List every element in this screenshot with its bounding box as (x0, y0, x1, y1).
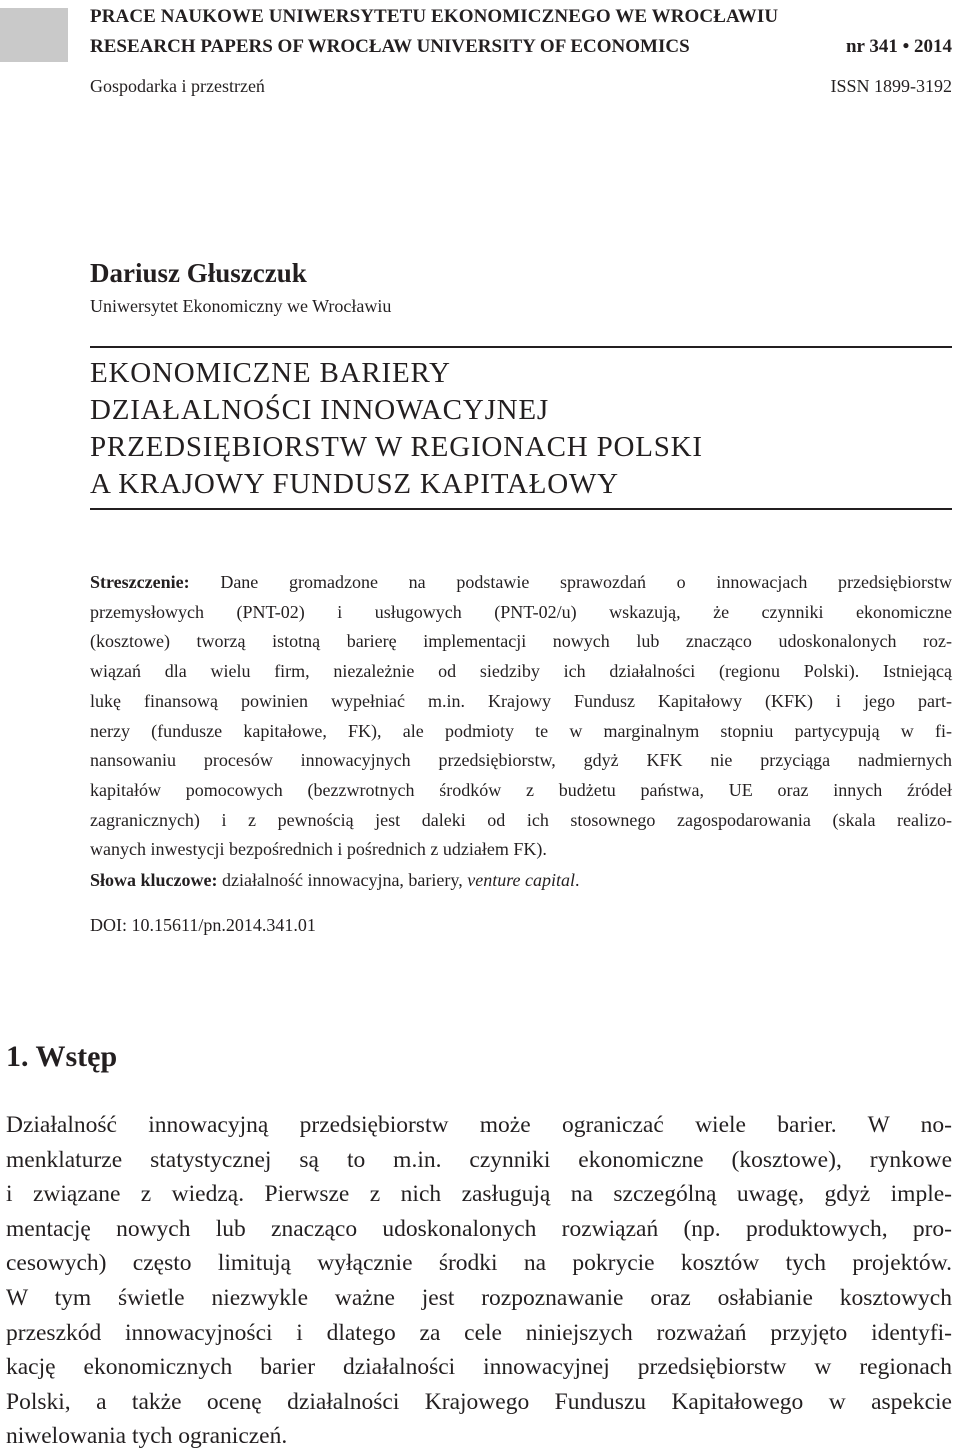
journal-title-pl: PRACE NAUKOWE UNIWERSYTETU EKONOMICZNEGO WE WROCŁAWIU (90, 6, 779, 27)
body-line: przeszkód innowacyjności i dlatego za cele niniejszych rozważań przyjęto identyfi- (6, 1319, 952, 1346)
series-name: Gospodarka i przestrzeń (90, 76, 265, 96)
title-line: DZIAŁALNOŚCI INNOWACYJNEJ (90, 394, 549, 426)
abstract-line: nerzy (fundusze kapitałowe, FK), ale podmioty te w marginalnym stopniu partycypują w fi- (90, 720, 952, 741)
body-line: niwelowania tych ograniczeń. (6, 1423, 288, 1450)
abstract-line: zagranicznych) i z pewnością jest daleki od ich stosownego zagospodarowania (skala realizo- (90, 809, 952, 830)
title-rule-bottom (90, 508, 952, 510)
title-line: EKONOMICZNE BARIERY (90, 357, 451, 389)
journal-title-en-row (90, 36, 952, 58)
abstract-line: wiązań dla wielu firm, niezależnie od siedziby ich działalności (regionu Polski). Istniejącą (90, 661, 952, 682)
title-line: A KRAJOWY FUNDUSZ KAPITAŁOWY (90, 468, 619, 500)
abstract-line: wanych inwestycji bezpośrednich i pośrednich z udziałem FK). (90, 839, 547, 860)
issue-number: nr 341 • 2014 (845, 36, 952, 57)
issn: ISSN 1899-3192 (830, 76, 952, 96)
abstract-line: nansowaniu procesów innowacyjnych przedsiębiorstw, gdyż KFK nie przyciąga nadmiernych (90, 750, 952, 771)
keywords-italic: venture capital (467, 870, 576, 890)
title-line: PRZEDSIĘBIORSTW W REGIONACH POLSKI (90, 431, 703, 463)
abstract-line: kapitałów pomocowych (bezzwrotnych środków z budżetu państwa, UE oraz innych źródeł (90, 779, 952, 800)
journal-title-en: RESEARCH PAPERS OF WROCŁAW UNIVERSITY OF ECONOMICS (90, 36, 690, 57)
abstract-line: lukę finansową powinien wypełniać m.in. Krajowy Fundusz Kapitałowy (KFK) i jego part- (90, 690, 952, 711)
abstract-line: (kosztowe) tworzą istotną barierę implementacji nowych lub znacząco udoskonalonych roz- (90, 631, 952, 652)
author-name: Dariusz Głuszczuk (90, 258, 307, 288)
abstract-line: Streszczenie: Dane gromadzone na podstawie sprawozdań o innowacjach przedsiębiorstw (90, 572, 952, 592)
body-line: Polski, a także ocenę działalności Krajowego Funduszu Kapitałowego w aspekcie (6, 1388, 952, 1415)
abstract-line: przemysłowych (PNT-02) i usługowych (PNT-02/u) wskazują, że czynniki ekonomiczne (90, 601, 952, 622)
body-line: i związane z wiedzą. Pierwsze z nich zasługują na szczególną uwagę, gdyż imple- (6, 1181, 952, 1208)
body-line: Działalność innowacyjną przedsiębiorstw może ograniczać wiele barier. W no- (6, 1112, 952, 1138)
abstract (90, 568, 952, 865)
body-line: menklaturze statystycznej są to m.in. czynniki ekonomiczne (kosztowe), rynkowe (6, 1146, 952, 1173)
body-line: mentację nowych lub znacząco udoskonalonych rozwiązań (np. produktowych, pro- (6, 1215, 952, 1242)
section-heading: 1. Wstęp (6, 1040, 118, 1073)
header-gray-block (0, 8, 68, 62)
doi: DOI: 10.15611/pn.2014.341.01 (90, 915, 316, 935)
abstract-label: Streszczenie: (90, 572, 190, 592)
article-title (90, 355, 952, 503)
keywords-label: Słowa kluczowe: (90, 870, 218, 890)
keywords: Słowa kluczowe: działalność innowacyjna, bariery, venture capital. (90, 870, 580, 890)
title-rule-top (90, 346, 952, 348)
section-body (6, 1108, 952, 1454)
body-line: cesowych) często limitują wyłącznie środki na pokrycie kosztów tych projektów. (6, 1250, 952, 1277)
body-line: W tym świetle niezwykle ważne jest rozpoznawanie oraz osłabianie kosztowych (6, 1284, 952, 1311)
author-affiliation: Uniwersytet Ekonomiczny we Wrocławiu (90, 296, 392, 316)
body-line: kację ekonomicznych barier działalności innowacyjnej przedsiębiorstw w regionach (6, 1354, 952, 1381)
series-row (90, 76, 952, 97)
keywords-text: działalność innowacyjna, bariery, (217, 870, 468, 890)
